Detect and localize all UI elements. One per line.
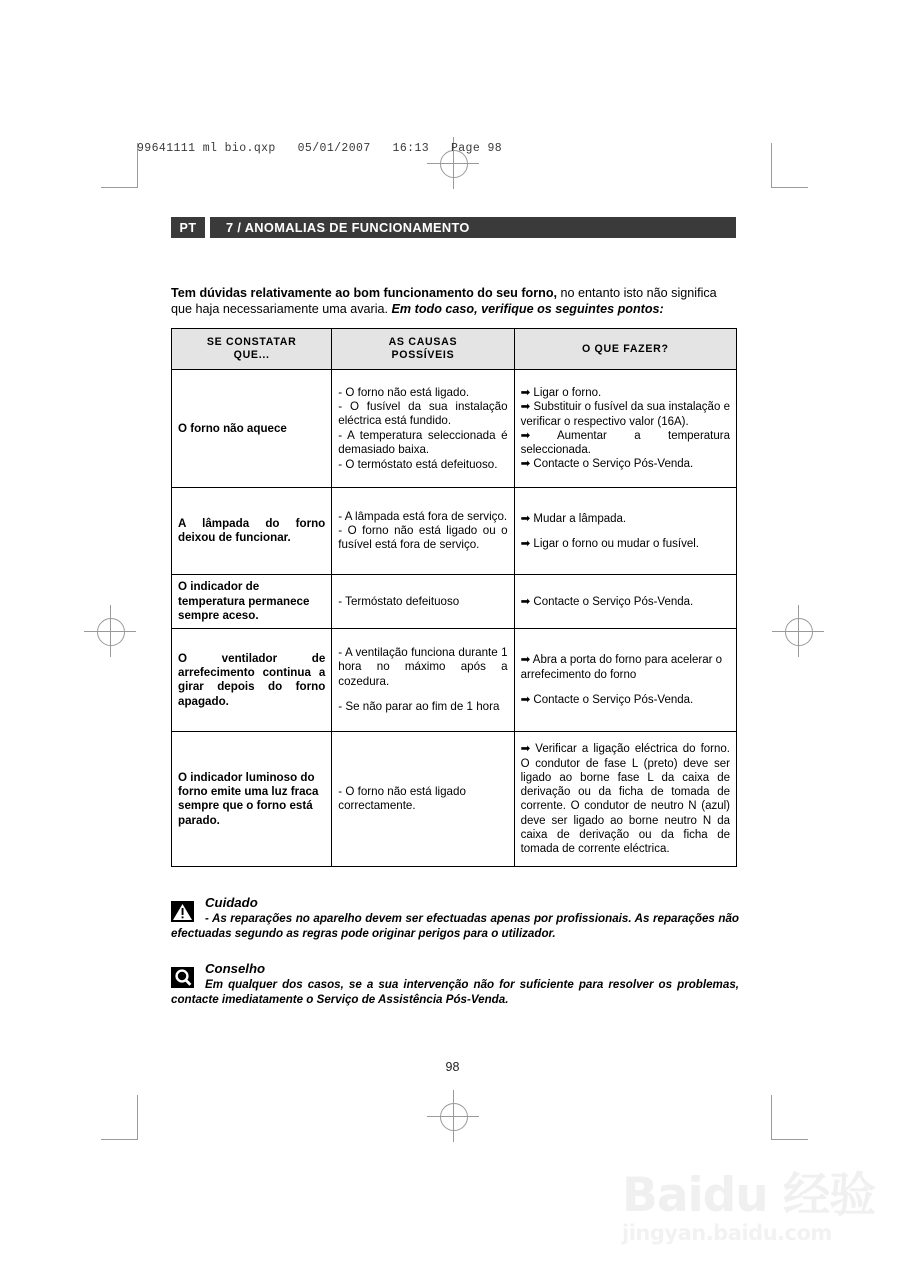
table-row xyxy=(172,732,737,867)
table-header-row xyxy=(172,329,737,370)
cause-item: - O fusível da sua instalação eléctrica está fundido. xyxy=(338,400,508,428)
cell-symptom: O ventilador de arrefecimento continua a girar depois do forno apagado. xyxy=(172,629,332,732)
cell-causes xyxy=(332,629,514,732)
intro-bold-italic-end: Em todo caso, verifique os seguintes pontos: xyxy=(391,301,664,316)
table-row xyxy=(172,575,737,629)
note-cuidado-body: - As reparações no aparelho devem ser efectuadas apenas por profissionais. As reparações não efectuadas segundo as regras pode originar perigos para o utilizador. xyxy=(171,911,739,941)
action-item: ➡ Mudar a lâmpada. xyxy=(520,512,627,525)
action-spacer xyxy=(521,682,730,693)
action-item: ➡ Verificar a ligação eléctrica do forno. O condutor de fase L (preto) deve ser ligado ao borne fase L da caixa de derivação ou da ficha de tomada de corrente. O condutor de neutro N (azul) deve ser ligado ao borne neutro N da caixa de derivação ou da ficha de tomada de corrente eléctrica. xyxy=(520,743,730,855)
cell-causes xyxy=(332,575,514,629)
table-row xyxy=(172,488,737,575)
cause-item: - O forno não está ligado. xyxy=(338,385,470,399)
action-spacer xyxy=(521,526,730,537)
column-header-actions: O QUE FAZER? xyxy=(514,329,736,370)
cell-actions xyxy=(514,488,736,575)
table-row xyxy=(172,629,737,732)
cell-causes xyxy=(332,370,514,488)
note-conselho-title: Conselho xyxy=(205,961,266,976)
cause-item: - A lâmpada está fora de serviço. xyxy=(338,509,508,523)
action-item: ➡ Ligar o forno. xyxy=(520,387,602,399)
column-header-causes-line1: AS CAUSAS xyxy=(388,336,458,348)
note-cuidado-title: Cuidado xyxy=(205,895,258,910)
page-number: 98 xyxy=(445,1060,460,1074)
cause-item: - Termóstato defeituoso xyxy=(338,594,460,608)
action-item: ➡ Substituir o fusível da sua instalação e verificar o respectivo valor (16A). xyxy=(520,401,730,428)
column-header-symptom-line2: QUE... xyxy=(233,349,270,362)
page-title: 7 / ANOMALIAS DE FUNCIONAMENTO xyxy=(210,217,736,238)
section-header-bar xyxy=(171,217,736,238)
warning-triangle-icon xyxy=(171,899,195,923)
cell-causes xyxy=(332,488,514,575)
cell-symptom: O indicador de temperatura permanece sempre aceso. xyxy=(172,575,332,629)
cell-symptom: O forno não aquece xyxy=(172,370,332,488)
action-item: ➡ Ligar o forno ou mudar o fusível. xyxy=(520,537,699,550)
action-item: ➡ Contacte o Serviço Pós-Venda. xyxy=(520,693,694,706)
intro-normal-text: no entanto isto não significa que haja necessariamente uma avaria. xyxy=(171,285,717,316)
table-row xyxy=(172,370,737,488)
watermark-url: jingyan.baidu.com xyxy=(622,1221,832,1245)
cause-item: - O forno não está ligado ou o fusível está fora de serviço. xyxy=(338,524,508,552)
cell-actions xyxy=(514,732,736,867)
cell-symptom: A lâmpada do forno deixou de funcionar. xyxy=(172,488,332,575)
watermark-brand: Baidu 经验 xyxy=(622,1168,876,1223)
troubleshooting-table xyxy=(171,328,737,867)
file-stamp: 99641111 ml bio.qxp 05/01/2007 16:13 Page 98 xyxy=(137,142,503,155)
language-badge: PT xyxy=(171,217,205,238)
intro-bold-lead: Tem dúvidas relativamente ao bom funcionamento do seu forno, xyxy=(171,285,558,300)
cause-item: - O termóstato está defeituoso. xyxy=(338,457,498,471)
cell-actions xyxy=(514,370,736,488)
intro-paragraph xyxy=(171,285,739,317)
note-conselho xyxy=(171,962,739,1008)
action-item: ➡ Contacte o Serviço Pós-Venda. xyxy=(520,595,694,608)
cell-symptom: O indicador luminoso do forno emite uma luz fraca sempre que o forno está parado. xyxy=(172,732,332,867)
column-header-symptom xyxy=(172,329,332,370)
column-header-causes-line2: POSSÍVEIS xyxy=(391,349,455,362)
cell-actions xyxy=(514,629,736,732)
cause-item: - O forno não está ligado correctamente. xyxy=(338,784,466,813)
cause-item: - A ventilação funciona durante 1 hora no máximo após a cozedura. xyxy=(338,646,508,688)
magnifier-icon xyxy=(171,965,195,989)
cell-actions xyxy=(514,575,736,629)
action-item: ➡ Contacte o Serviço Pós-Venda. xyxy=(520,458,694,471)
action-item: ➡ Aumentar a temperatura seleccionada. xyxy=(520,429,730,456)
cell-causes xyxy=(332,732,514,867)
action-item: ➡ Abra a porta do forno para acelerar o arrefecimento do forno xyxy=(520,654,723,681)
cause-item: - A temperatura seleccionada é demasiado baixa. xyxy=(338,428,508,457)
cause-spacer xyxy=(338,689,507,700)
note-cuidado xyxy=(171,896,739,942)
note-conselho-body: Em qualquer dos casos, se a sua intervenção não for suficiente para resolver os problemas, contacte imediatamente o Serviço de Assistência Pós-Venda. xyxy=(171,977,739,1007)
column-header-causes xyxy=(332,329,514,370)
column-header-symptom-line1: SE CONSTATAR xyxy=(206,336,297,348)
cause-item: - Se não parar ao fim de 1 hora xyxy=(338,700,500,714)
